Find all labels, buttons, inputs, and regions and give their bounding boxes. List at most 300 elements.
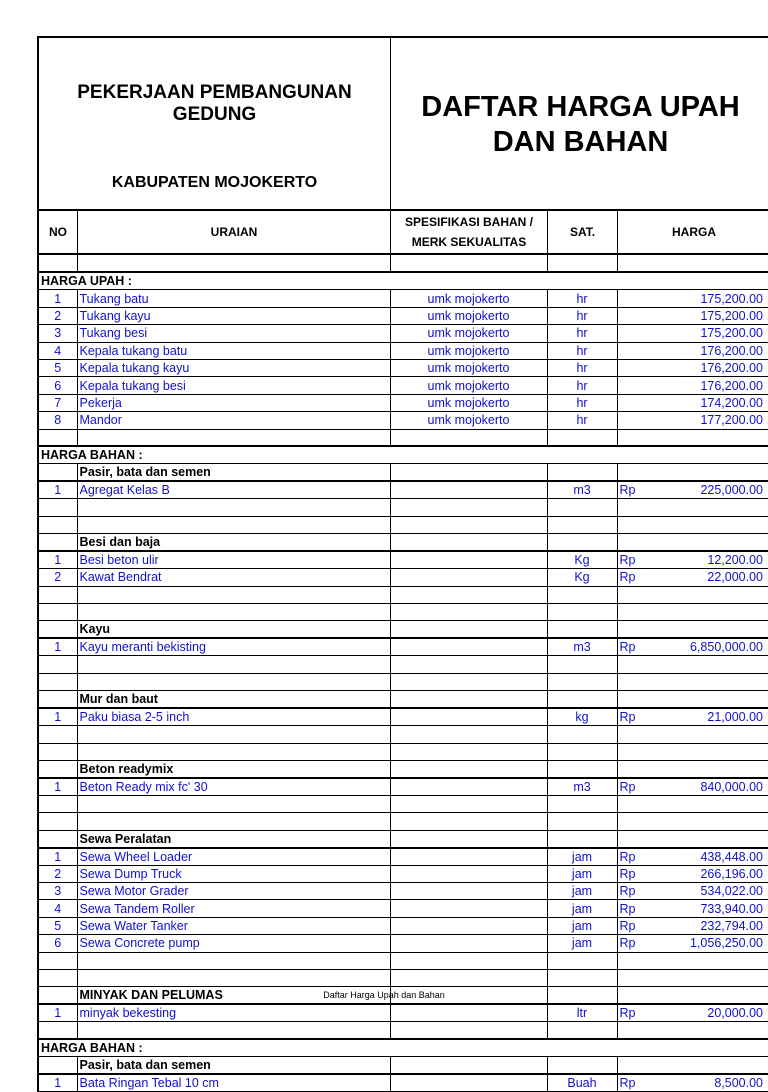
blank-price <box>649 673 768 690</box>
item-spec <box>390 569 547 586</box>
blank-row <box>38 603 768 620</box>
item-price: 21,000.00 <box>649 708 768 726</box>
blank-rp <box>617 516 649 533</box>
item-name: Kawat Bendrat <box>77 569 390 586</box>
item-spec: umk mojokerto <box>390 359 547 376</box>
item-no: 6 <box>38 935 77 952</box>
col-harga: HARGA <box>672 225 716 239</box>
section-label: HARGA BAHAN : <box>38 446 768 464</box>
group-price-cell <box>649 464 768 482</box>
blank-spec <box>390 970 547 987</box>
blank-rp <box>617 952 649 969</box>
item-currency <box>617 325 649 342</box>
item-price: 176,200.00 <box>649 359 768 376</box>
blank-rp <box>617 673 649 690</box>
blank-row <box>38 516 768 533</box>
item-currency <box>617 377 649 394</box>
table-row <box>38 412 768 429</box>
item-no: 3 <box>38 883 77 900</box>
group-sat-cell <box>547 464 617 482</box>
table-row <box>38 917 768 934</box>
table-row <box>38 481 768 499</box>
item-unit: jam <box>547 917 617 934</box>
item-currency: Rp <box>617 848 649 866</box>
item-spec: umk mojokerto <box>390 307 547 324</box>
blank-price <box>649 1022 768 1039</box>
item-name: minyak bekesting <box>77 1004 390 1022</box>
group-label: Besi dan baja <box>77 534 390 552</box>
blank-price <box>649 255 768 272</box>
blank-sat <box>547 952 617 969</box>
table-row <box>38 342 768 359</box>
item-unit: hr <box>547 394 617 411</box>
table-row <box>38 778 768 796</box>
item-no: 4 <box>38 342 77 359</box>
blank-no <box>38 795 77 812</box>
item-unit: jam <box>547 848 617 866</box>
group-spec-cell <box>390 691 547 709</box>
blank-no <box>38 603 77 620</box>
blank-sat <box>547 970 617 987</box>
group-spec-cell <box>390 1057 547 1075</box>
item-name: Sewa Motor Grader <box>77 883 390 900</box>
item-spec <box>390 638 547 656</box>
item-price: 232,794.00 <box>649 917 768 934</box>
item-spec: umk mojokerto <box>390 342 547 359</box>
blank-no <box>38 813 77 830</box>
item-name: Tukang batu <box>77 290 390 307</box>
item-spec: umk mojokerto <box>390 325 547 342</box>
item-price: 266,196.00 <box>649 865 768 882</box>
section-label: HARGA BAHAN : <box>38 1039 768 1057</box>
blank-rp <box>617 743 649 760</box>
table-row <box>38 1004 768 1022</box>
item-price: 20,000.00 <box>649 1004 768 1022</box>
section-row <box>38 272 768 290</box>
table-row <box>38 848 768 866</box>
item-unit: ltr <box>547 1004 617 1022</box>
item-spec <box>390 778 547 796</box>
item-price: 438,448.00 <box>649 848 768 866</box>
item-price: 22,000.00 <box>649 569 768 586</box>
blank-name <box>77 1022 390 1039</box>
group-row <box>38 1057 768 1075</box>
item-currency: Rp <box>617 900 649 917</box>
item-name: Sewa Water Tanker <box>77 917 390 934</box>
blank-name <box>77 499 390 516</box>
group-no-cell <box>38 691 77 709</box>
item-spec <box>390 1074 547 1092</box>
item-spec <box>390 551 547 569</box>
group-sat-cell <box>547 534 617 552</box>
item-unit: hr <box>547 342 617 359</box>
blank-rp <box>617 970 649 987</box>
group-no-cell <box>38 1057 77 1075</box>
group-label: Beton readymix <box>77 760 390 778</box>
group-spec-cell <box>390 621 547 639</box>
item-name: Besi beton ulir <box>77 551 390 569</box>
item-spec: umk mojokerto <box>390 377 547 394</box>
blank-rp <box>617 656 649 673</box>
group-no-cell <box>38 830 77 848</box>
item-spec <box>390 883 547 900</box>
item-unit: jam <box>547 900 617 917</box>
blank-price <box>649 726 768 743</box>
blank-price <box>649 499 768 516</box>
blank-row <box>38 952 768 969</box>
item-spec <box>390 900 547 917</box>
blank-rp <box>617 586 649 603</box>
blank-spec <box>390 813 547 830</box>
item-price: 175,200.00 <box>649 307 768 324</box>
item-unit: m3 <box>547 778 617 796</box>
blank-rp <box>617 429 649 446</box>
blank-spec <box>390 603 547 620</box>
item-price: 177,200.00 <box>649 412 768 429</box>
blank-spec <box>390 1022 547 1039</box>
item-no: 4 <box>38 900 77 917</box>
group-sat-cell <box>547 830 617 848</box>
blank-name <box>77 726 390 743</box>
item-no: 1 <box>38 708 77 726</box>
item-name: Tukang besi <box>77 325 390 342</box>
blank-sat <box>547 1022 617 1039</box>
col-spec: SPESIFIKASI BAHAN / MERK SEKUALITAS <box>391 211 548 253</box>
blank-price <box>649 516 768 533</box>
group-spec-cell <box>390 534 547 552</box>
item-currency: Rp <box>617 1004 649 1022</box>
item-unit: hr <box>547 307 617 324</box>
item-currency: Rp <box>617 569 649 586</box>
group-sat-cell <box>547 691 617 709</box>
item-name: Kepala tukang kayu <box>77 359 390 376</box>
section-row <box>38 1039 768 1057</box>
item-name: Sewa Concrete pump <box>77 935 390 952</box>
item-unit: hr <box>547 377 617 394</box>
column-header-row <box>37 211 768 255</box>
blank-sat <box>547 586 617 603</box>
item-price: 225,000.00 <box>649 481 768 499</box>
group-row <box>38 534 768 552</box>
group-no-cell <box>38 621 77 639</box>
item-name: Mandor <box>77 412 390 429</box>
item-unit: kg <box>547 708 617 726</box>
item-unit: jam <box>547 883 617 900</box>
item-currency: Rp <box>617 935 649 952</box>
group-rp-cell <box>617 534 649 552</box>
blank-name <box>77 656 390 673</box>
group-rp-cell <box>617 760 649 778</box>
blank-no <box>38 656 77 673</box>
blank-sat <box>547 429 617 446</box>
blank-price <box>649 586 768 603</box>
group-price-cell <box>649 621 768 639</box>
group-label: Kayu <box>77 621 390 639</box>
item-price: 8,500.00 <box>649 1074 768 1092</box>
item-price: 12,200.00 <box>649 551 768 569</box>
blank-price <box>649 952 768 969</box>
item-no: 5 <box>38 359 77 376</box>
blank-rp <box>617 813 649 830</box>
blank-row <box>38 656 768 673</box>
blank-rp <box>617 726 649 743</box>
item-no: 1 <box>38 481 77 499</box>
blank-sat <box>547 813 617 830</box>
item-price: 175,200.00 <box>649 325 768 342</box>
group-price-cell <box>649 830 768 848</box>
item-no: 2 <box>38 569 77 586</box>
blank-name <box>77 429 390 446</box>
group-label: Pasir, bata dan semen <box>77 464 390 482</box>
item-name: Kayu meranti bekisting <box>77 638 390 656</box>
item-no: 8 <box>38 412 77 429</box>
item-price: 174,200.00 <box>649 394 768 411</box>
item-name: Pekerja <box>77 394 390 411</box>
blank-no <box>38 673 77 690</box>
blank-price <box>649 813 768 830</box>
blank-row <box>38 970 768 987</box>
item-name: Kepala tukang batu <box>77 342 390 359</box>
blank-no <box>38 1022 77 1039</box>
blank-sat <box>547 499 617 516</box>
blank-no <box>38 499 77 516</box>
item-currency: Rp <box>617 481 649 499</box>
item-unit: m3 <box>547 638 617 656</box>
blank-row <box>38 255 768 272</box>
group-label: MINYAK DAN PELUMAS <box>77 987 390 1005</box>
group-rp-cell <box>617 464 649 482</box>
price-table <box>37 255 768 1092</box>
group-label: Sewa Peralatan <box>77 830 390 848</box>
group-row <box>38 464 768 482</box>
item-spec <box>390 708 547 726</box>
section-label: HARGA UPAH : <box>38 272 768 290</box>
blank-spec <box>390 726 547 743</box>
blank-spec <box>390 499 547 516</box>
item-name: Tukang kayu <box>77 307 390 324</box>
table-row <box>38 883 768 900</box>
item-no: 2 <box>38 865 77 882</box>
blank-sat <box>547 255 617 272</box>
item-price: 175,200.00 <box>649 290 768 307</box>
table-row <box>38 900 768 917</box>
blank-row <box>38 499 768 516</box>
blank-rp <box>617 255 649 272</box>
col-sat: SAT. <box>548 211 618 253</box>
table-row <box>38 708 768 726</box>
col-no: NO <box>39 211 78 253</box>
blank-name <box>77 586 390 603</box>
blank-name <box>77 603 390 620</box>
blank-spec <box>390 673 547 690</box>
item-spec <box>390 935 547 952</box>
blank-price <box>649 743 768 760</box>
group-row <box>38 691 768 709</box>
kabupaten-name: KABUPATEN MOJOKERTO <box>111 174 318 191</box>
blank-no <box>38 743 77 760</box>
item-name: Kepala tukang besi <box>77 377 390 394</box>
blank-price <box>649 603 768 620</box>
blank-row <box>38 795 768 812</box>
group-row <box>38 621 768 639</box>
item-currency <box>617 342 649 359</box>
blank-sat <box>547 795 617 812</box>
group-spec-cell <box>390 464 547 482</box>
section-row <box>38 446 768 464</box>
item-name: Bata Ringan Tebal 10 cm <box>77 1074 390 1092</box>
group-no-cell <box>38 534 77 552</box>
blank-row <box>38 813 768 830</box>
blank-rp <box>617 603 649 620</box>
group-price-cell <box>649 1057 768 1075</box>
item-currency: Rp <box>617 551 649 569</box>
item-price: 534,022.00 <box>649 883 768 900</box>
price-sheet <box>37 36 768 1092</box>
item-spec <box>390 917 547 934</box>
group-spec-cell <box>390 760 547 778</box>
item-spec: umk mojokerto <box>390 394 547 411</box>
table-row <box>38 1074 768 1092</box>
table-row <box>38 359 768 376</box>
table-row <box>38 307 768 324</box>
item-spec <box>390 865 547 882</box>
blank-name <box>77 673 390 690</box>
blank-price <box>649 429 768 446</box>
item-spec: umk mojokerto <box>390 290 547 307</box>
item-price: 176,200.00 <box>649 377 768 394</box>
blank-rp <box>617 795 649 812</box>
blank-no <box>38 255 77 272</box>
blank-row <box>38 586 768 603</box>
blank-no <box>38 516 77 533</box>
blank-spec <box>390 516 547 533</box>
item-no: 1 <box>38 1074 77 1092</box>
blank-row <box>38 673 768 690</box>
table-row <box>38 569 768 586</box>
page-footer: Daftar Harga Upah dan Bahan <box>323 990 445 1000</box>
blank-spec <box>390 743 547 760</box>
blank-name <box>77 516 390 533</box>
group-price-cell <box>649 691 768 709</box>
project-name: PEKERJAAN PEMBANGUNAN GEDUNG <box>77 82 352 125</box>
blank-sat <box>547 743 617 760</box>
group-label: Pasir, bata dan semen <box>77 1057 390 1075</box>
item-spec <box>390 848 547 866</box>
item-price: 840,000.00 <box>649 778 768 796</box>
group-label: Mur dan baut <box>77 691 390 709</box>
blank-spec <box>390 656 547 673</box>
item-no: 6 <box>38 377 77 394</box>
group-rp-cell <box>617 621 649 639</box>
blank-no <box>38 952 77 969</box>
item-currency: Rp <box>617 638 649 656</box>
item-price: 1,056,250.00 <box>649 935 768 952</box>
item-currency <box>617 290 649 307</box>
group-sat-cell <box>547 1057 617 1075</box>
group-rp-cell <box>617 830 649 848</box>
table-row <box>38 377 768 394</box>
item-currency: Rp <box>617 778 649 796</box>
blank-row <box>38 429 768 446</box>
blank-name <box>77 970 390 987</box>
group-no-cell <box>38 464 77 482</box>
item-currency: Rp <box>617 917 649 934</box>
blank-sat <box>547 516 617 533</box>
item-currency <box>617 412 649 429</box>
group-sat-cell <box>547 760 617 778</box>
blank-spec <box>390 795 547 812</box>
item-price: 6,850,000.00 <box>649 638 768 656</box>
item-unit: Kg <box>547 569 617 586</box>
item-price: 733,940.00 <box>649 900 768 917</box>
item-currency: Rp <box>617 883 649 900</box>
item-spec: umk mojokerto <box>390 412 547 429</box>
group-rp-cell <box>617 1057 649 1075</box>
item-name: Agregat Kelas B <box>77 481 390 499</box>
item-currency: Rp <box>617 708 649 726</box>
blank-sat <box>547 726 617 743</box>
blank-rp <box>617 499 649 516</box>
group-row <box>38 830 768 848</box>
item-unit: Kg <box>547 551 617 569</box>
item-name: Sewa Dump Truck <box>77 865 390 882</box>
item-name: Sewa Tandem Roller <box>77 900 390 917</box>
group-spec-cell <box>390 830 547 848</box>
item-unit: hr <box>547 359 617 376</box>
item-currency: Rp <box>617 865 649 882</box>
item-currency <box>617 359 649 376</box>
item-no: 1 <box>38 1004 77 1022</box>
item-no: 7 <box>38 394 77 411</box>
sheet-header <box>37 36 768 211</box>
document-title: DAFTAR HARGA UPAH DAN BAHAN <box>421 91 740 158</box>
blank-spec <box>390 586 547 603</box>
blank-name <box>77 255 390 272</box>
blank-name <box>77 813 390 830</box>
table-row <box>38 551 768 569</box>
item-no: 5 <box>38 917 77 934</box>
blank-row <box>38 743 768 760</box>
item-no: 1 <box>38 778 77 796</box>
item-no: 3 <box>38 325 77 342</box>
blank-no <box>38 429 77 446</box>
group-sat-cell <box>547 621 617 639</box>
blank-row <box>38 1022 768 1039</box>
item-unit: jam <box>547 865 617 882</box>
item-no: 1 <box>38 848 77 866</box>
blank-name <box>77 743 390 760</box>
blank-price <box>649 795 768 812</box>
header-left <box>39 38 391 209</box>
item-price: 176,200.00 <box>649 342 768 359</box>
blank-rp <box>617 1022 649 1039</box>
blank-price <box>649 656 768 673</box>
item-unit: m3 <box>547 481 617 499</box>
blank-spec <box>390 952 547 969</box>
item-name: Beton Ready mix fc' 30 <box>77 778 390 796</box>
item-spec <box>390 1004 547 1022</box>
item-name: Sewa Wheel Loader <box>77 848 390 866</box>
item-no: 1 <box>38 290 77 307</box>
item-unit: jam <box>547 935 617 952</box>
item-unit: Buah <box>547 1074 617 1092</box>
table-row <box>38 638 768 656</box>
blank-spec <box>390 255 547 272</box>
table-row <box>38 865 768 882</box>
blank-row <box>38 726 768 743</box>
col-uraian: URAIAN <box>78 211 391 253</box>
item-no: 2 <box>38 307 77 324</box>
